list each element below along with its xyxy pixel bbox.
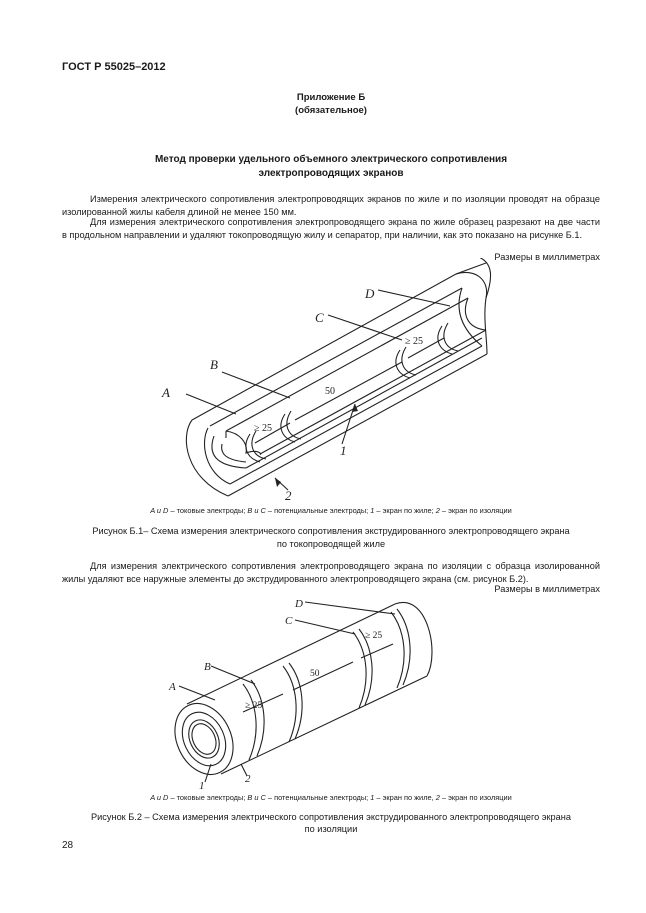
fig1-label-d: D: [365, 286, 375, 301]
figure1-caption-line1: Рисунок Б.1– Схема измерения электрического сопротивления экструдированного электропроводящего экрана: [92, 526, 570, 536]
fig2-dim-25a: ≥ 25: [245, 701, 263, 711]
fig2-label-a: A: [169, 681, 176, 693]
units-note-1: Размеры в миллиметрах: [494, 252, 600, 262]
fig1-label-c: C: [315, 310, 324, 325]
fig1-label-a: A: [162, 385, 170, 400]
fig2-label-b: B: [204, 661, 211, 673]
fig1-legend-t3: – экран по жиле;: [374, 506, 436, 515]
figure2-caption-line1: Рисунок Б.2 – Схема измерения электрического сопротивления экструдированного электропроводящего экрана: [91, 812, 571, 822]
appendix-type: (обязательное): [295, 105, 367, 116]
fig2-legend-t3: – экран по жиле,: [374, 793, 436, 802]
units-note-2: Размеры в миллиметрах: [494, 584, 600, 594]
fig1-legend-t1: – токовые электроды;: [168, 506, 248, 515]
fig2-legend-t2: – потенциальные электроды;: [265, 793, 371, 802]
fig1-label-1: 1: [340, 443, 347, 458]
fig1-legend-n1: 1: [370, 506, 375, 515]
appendix-title: Приложение Б: [296, 92, 366, 103]
figure2-drawing: [165, 592, 440, 792]
section-title-line2: электропроводящих экранов: [258, 168, 404, 179]
fig2-legend-n1: 1: [370, 793, 375, 802]
figure2-legend: [62, 793, 600, 802]
fig1-label-b: B: [210, 357, 218, 372]
fig2-dim-25b: ≥ 25: [365, 631, 383, 641]
section-title-line1: Метод проверки удельного объемного электрического сопротивления: [154, 154, 508, 165]
page-number: 28: [62, 840, 74, 851]
figure1-legend: [62, 506, 600, 515]
fig2-legend-ad: A и D: [150, 793, 169, 802]
fig1-legend-t2: – потенциальные электроды;: [265, 506, 371, 515]
fig2-label-d: D: [295, 598, 303, 610]
fig2-dim-50: 50: [310, 669, 320, 679]
paragraph-3: Для измерения электрического сопротивления электропроводящего экрана по изоляции с образца изолированной жилы удаляют все наружные элементы до экструдированного электропроводящего экрана (см. рисунок Б.2).: [62, 561, 600, 585]
paragraph-1: Измерения электрического сопротивления электропроводящих экранов по жиле и по изоляции проводят на образце изолированной жилы кабеля длиной не менее 150 мм.: [62, 194, 600, 218]
figure1-caption-line2: по токопроводящей жиле: [276, 539, 386, 549]
fig2-legend-t1: – токовые электроды;: [168, 793, 248, 802]
paragraph-2: Для измерения электрического сопротивления электропроводящего экрана по жиле образец разрезают на две части в продольном направлении и удаляют токопроводящую жилу и сепаратор, при наличии, как это показано на рисунке Б.1.: [62, 217, 600, 241]
fig2-legend-t4: – экран по изоляции: [439, 793, 512, 802]
fig1-label-2: 2: [285, 488, 292, 503]
fig2-legend-bc: B и C: [247, 793, 266, 802]
fig2-label-2: 2: [245, 773, 251, 785]
fig1-dim-25b: ≥ 25: [405, 336, 423, 347]
fig2-label-c: C: [285, 615, 293, 627]
fig2-label-1: 1: [199, 780, 205, 792]
fig1-dim-50: 50: [325, 386, 335, 397]
standard-header: ГОСТ Р 55025–2012: [62, 61, 166, 73]
fig1-legend-ad: A и D: [150, 506, 169, 515]
fig1-legend-bc: B и C: [247, 506, 266, 515]
fig1-legend-t4: – экран по изоляции: [439, 506, 512, 515]
fig1-dim-25a: ≥ 25: [254, 423, 272, 434]
figure2-caption-line2: по изоляции: [304, 824, 358, 834]
figure1-drawing: [150, 258, 510, 503]
fig2-legend-n2: 2: [435, 793, 440, 802]
fig1-legend-n2: 2: [435, 506, 440, 515]
